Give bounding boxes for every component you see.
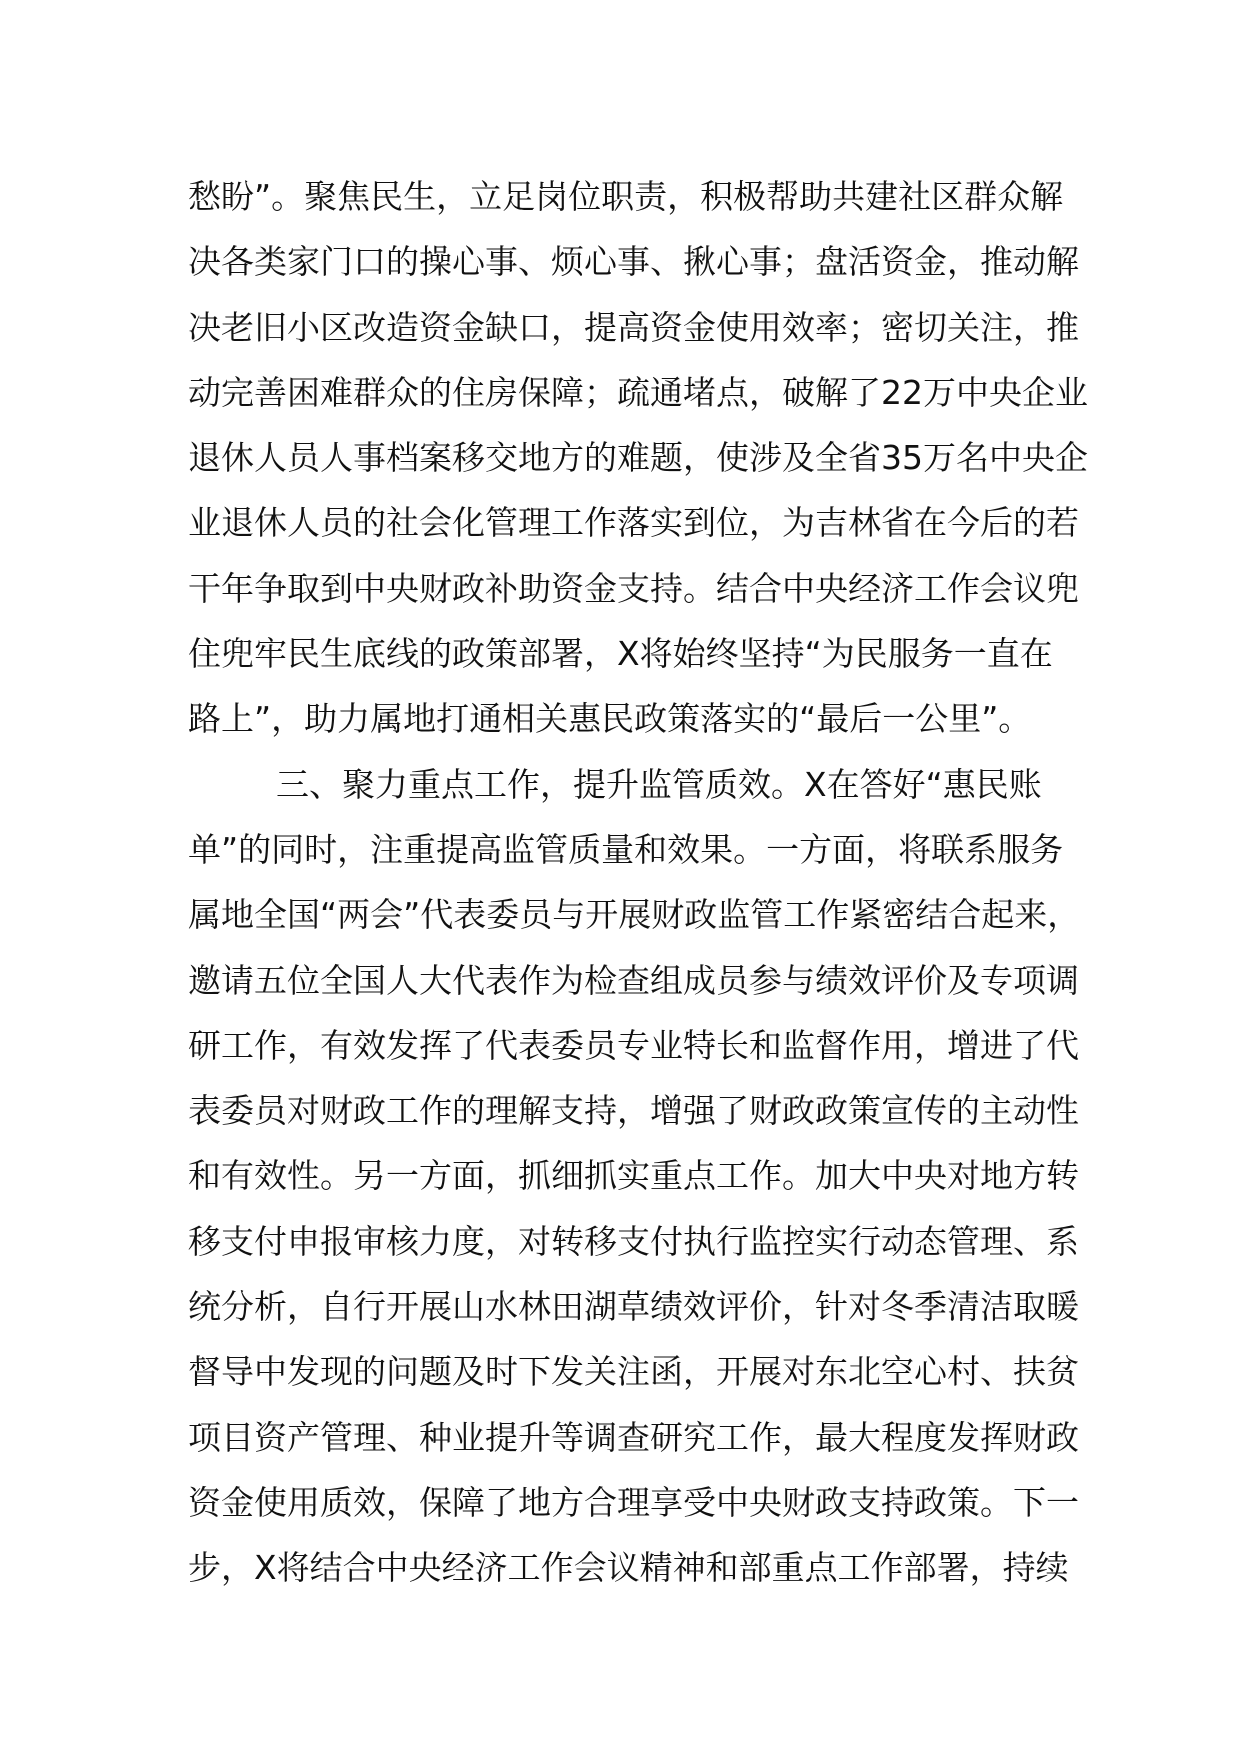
text-line: 业退休人员的社会化管理工作落实到位，为吉林省在今后的若	[188, 503, 1079, 543]
text-line: 路上”，助力属地打通相关惠民政策落实的“最后一公里”。	[188, 699, 1032, 739]
text-line: 和有效性。另一方面，抓细抓实重点工作。加大中央对地方转	[188, 1156, 1079, 1196]
text-line: 干年争取到中央财政补助资金支持。结合中央经济工作会议兜	[188, 568, 1079, 608]
text-line: 步，X将结合中央经济工作会议精神和部重点工作部署，持续	[188, 1548, 1069, 1588]
text-line: 单”的同时，注重提高监管质量和效果。一方面，将联系服务	[188, 829, 1064, 869]
text-line-indented: 三、聚力重点工作，提升监管质效。X在答好“惠民账	[276, 764, 1042, 804]
text-line: 督导中发现的问题及时下发关注函，开展对东北空心村、扶贫	[188, 1352, 1079, 1392]
text-line: 项目资产管理、种业提升等调查研究工作，最大程度发挥财政	[188, 1417, 1079, 1457]
text-line: 表委员对财政工作的理解支持，增强了财政政策宣传的主动性	[188, 1091, 1079, 1131]
text-line: 决老旧小区改造资金缺口，提高资金使用效率；密切关注，推	[188, 307, 1079, 347]
paragraph-1	[188, 164, 1088, 752]
text-line: 移支付申报审核力度，对转移支付执行监控实行动态管理、系	[188, 1221, 1079, 1261]
text-line: 住兜牢民生底线的政策部署，X将始终坚持“为民服务一直在	[188, 634, 1053, 674]
text-line: 研工作，有效发挥了代表委员专业特长和监督作用，增进了代	[188, 1025, 1079, 1065]
paragraph-2	[188, 752, 1081, 1601]
text-line: 统分析，自行开展山水林田湖草绩效评价，针对冬季清洁取暖	[188, 1287, 1079, 1327]
text-line: 资金使用质效，保障了地方合理享受中央财政支持政策。下一	[188, 1482, 1079, 1522]
text-line: 邀请五位全国人大代表作为检查组成员参与绩效评价及专项调	[188, 960, 1079, 1000]
text-line: 属地全国“两会”代表委员与开展财政监管工作紧密结合起来，	[188, 895, 1081, 935]
text-line: 动完善困难群众的住房保障；疏通堵点，破解了22万中央企业	[188, 372, 1088, 412]
document-body	[188, 164, 1088, 1601]
text-line: 退休人员人事档案移交地方的难题，使涉及全省35万名中央企	[188, 438, 1088, 478]
text-line: 决各类家门口的操心事、烦心事、揪心事；盘活资金，推动解	[188, 242, 1079, 282]
text-line: 愁盼”。聚焦民生，立足岗位职责，积极帮助共建社区群众解	[188, 177, 1064, 216]
